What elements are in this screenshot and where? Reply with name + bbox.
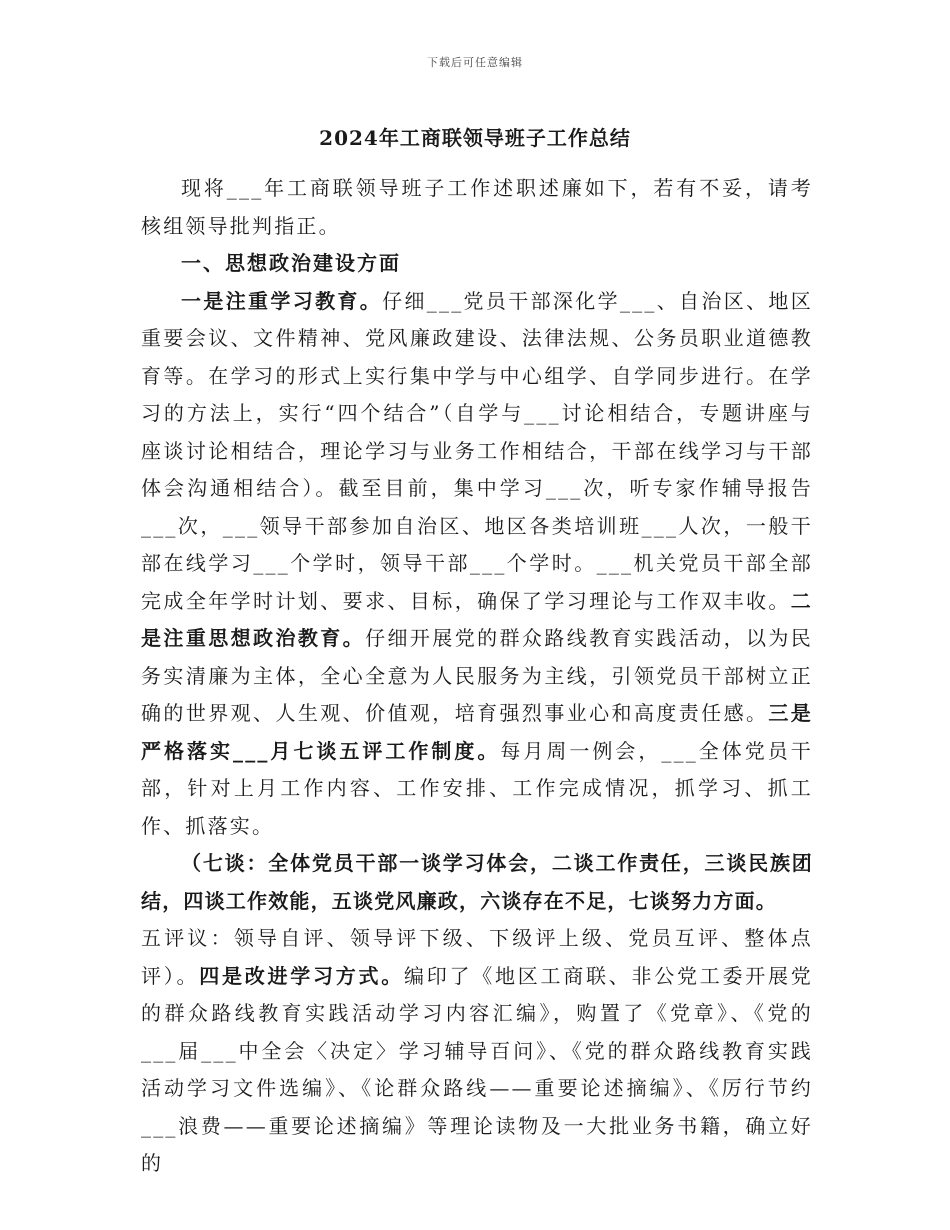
point-one-text: 仔细___党员干部深化学___、自治区、地区重要会议、文件精神、党风廉政建设、法律法规、公务员职业道德教育等。在学习的形式上实行集中学与中心组学、自学同步进行。在学习的方法上，实行“四个结合”（自学与___讨论相结合，专题讲座与座谈讨论相结合，理论学习与业务工作相结合，干部在线学习与干部体会沟通相结合）。截至目前，集中学习___次，听专家作辅导报告___次，___领导干部参加自治区、地区各类培训班___人次，一般干部在线学习___个学时，领导干部___个学时。___机关党员干部全部完成全年学时计划、要求、目标，确保了学习理论与工作双丰收。 bbox=[141, 288, 813, 613]
five-reviews-text: 五评议：领导自评、领导评下级、下级评上级、党员互评、整体点评）。 bbox=[141, 926, 813, 988]
document-title: 2024年工商联领导班子工作总结 bbox=[319, 126, 631, 150]
point-three-heading: 三是严格落实___月七谈五评工作制度。 bbox=[141, 701, 813, 763]
intro-paragraph: 现将___年工商联领导班子工作述职述廉如下，若有不妥，请考核组领导批判指正。 bbox=[141, 176, 813, 238]
point-four-heading: 四是改进学习方式。 bbox=[199, 963, 405, 988]
point-three-text: 每月周一例会，___全体党员干部，针对上月工作内容、工作安排、工作完成情况，抓学习、抓工作、抓落实。 bbox=[141, 738, 814, 838]
point-two-heading: 二是注重思想政治教育。 bbox=[141, 588, 813, 650]
document-body bbox=[141, 170, 813, 1183]
seven-talks-paragraph: （七谈：全体党员干部一谈学习体会，二谈工作责任，三谈民族团结，四谈工作效能，五谈党风廉政，六谈存在不足，七谈努力方面。 bbox=[141, 851, 813, 913]
point-two-text: 仔细开展党的群众路线教育实践活动，以为民务实清廉为主体，全心全意为人民服务为主线，引领党员干部树立正确的世界观、人生观、价值观，培育强烈事业心和高度责任感。 bbox=[141, 626, 814, 725]
point-four-text: 编印了《地区工商联、非公党工委开展党的群众路线教育实践活动学习内容汇编》，购置了《党章》、《党的___届___中全会〈决定〉学习辅导百问》、《党的群众路线教育实践活动学习文件选编》、《论群众路线——重要论述摘编》、《厉行节约___浪费——重要论述摘编》等理论读物及一大批业务书籍，确立好的 bbox=[141, 963, 813, 1175]
paragraph-study-education bbox=[141, 283, 813, 846]
paragraph-five-reviews bbox=[141, 920, 813, 1183]
section-heading: 一、思想政治建设方面 bbox=[181, 251, 401, 275]
header-note: 下载后可任意编辑 bbox=[427, 56, 523, 69]
point-one-heading: 一是注重学习教育。 bbox=[181, 288, 383, 313]
